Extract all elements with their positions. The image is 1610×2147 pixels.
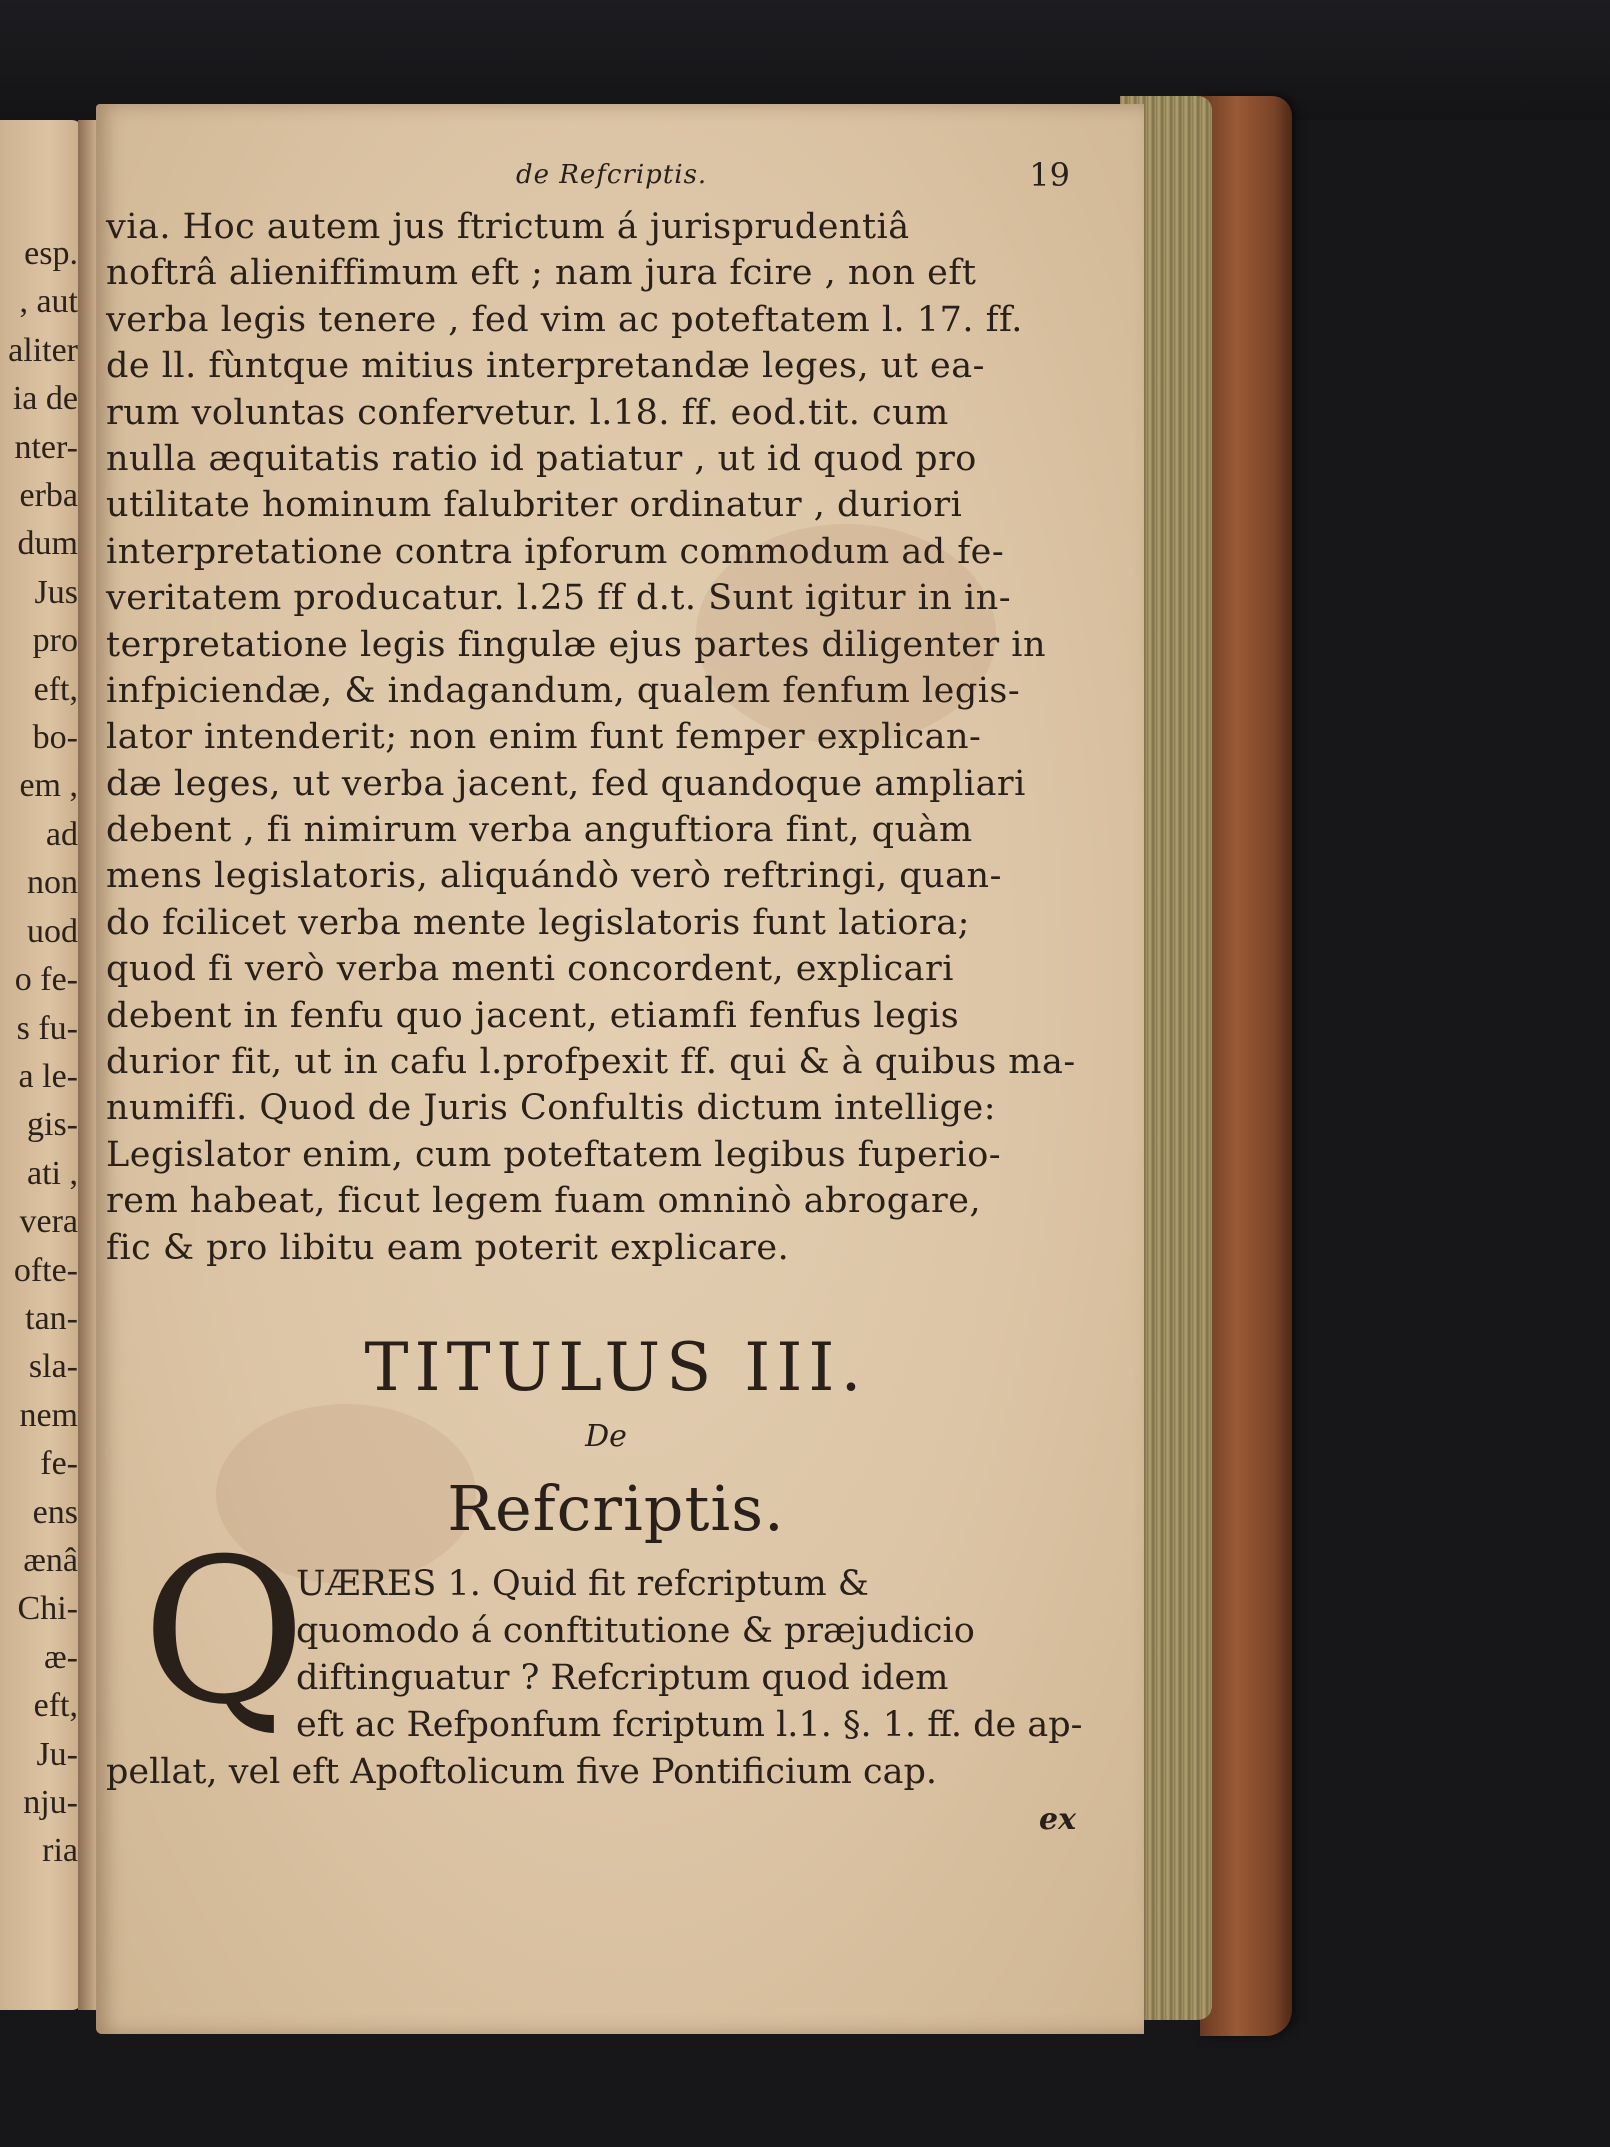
left-page-line: , aut [19, 283, 78, 321]
section-subtitle-de: De [585, 1418, 627, 1454]
left-page-line: nju- [23, 1784, 78, 1821]
left-page-line: ati , [27, 1154, 78, 1192]
drop-cap-initial: Q [142, 1515, 306, 1749]
left-page-text [8, 230, 78, 1876]
text-line: utilitate hominum falubriter ordinatur , duriori [106, 485, 963, 526]
text-line: terpretatione legis fingulæ ejus partes diligenter in [106, 624, 1047, 665]
left-page-line: ens [32, 1493, 78, 1531]
running-head [106, 156, 1070, 204]
page-number: 19 [1029, 156, 1070, 194]
text-line: diftinguatur ? Refcriptum quod idem [296, 1657, 949, 1698]
left-page-line: nem [19, 1396, 78, 1434]
text-line: Legislator enim, cum poteftatem legibus fuperio- [106, 1134, 1002, 1175]
text-line: UÆRES 1. Quid fit refcriptum & [296, 1563, 869, 1604]
text-line: rum voluntas confervetur. l.18. ff. eod.tit. cum [106, 392, 949, 433]
left-page-line: o fe- [14, 961, 78, 999]
text-line: noftrâ alieniffimum eft ; nam jura fcire , non eft [106, 253, 977, 294]
left-page-line: esp. [24, 235, 78, 272]
left-page-line: s fu- [16, 1009, 78, 1047]
section-subtitle: Refcriptis. [447, 1471, 785, 1545]
text-line: numiffi. Quod de Juris Confultis dictum intellige: [106, 1088, 997, 1129]
text-line: pellat, vel eft Apoftolicum five Pontificium cap. [106, 1751, 937, 1792]
body-text [106, 204, 1076, 1271]
page-text-block [106, 156, 1083, 1837]
left-page-line: ad [45, 815, 78, 853]
text-line: quod fi verò verba menti concordent, explicari [106, 949, 954, 990]
text-line: via. Hoc autem jus ftrictum á jurisprudentiâ [106, 207, 910, 247]
left-page-line: eft, [33, 1687, 78, 1725]
left-page-line: Ju- [36, 1735, 78, 1773]
left-page-line: a le- [18, 1057, 78, 1095]
question-paragraph [106, 1515, 1083, 1837]
text-line: veritatem producatur. l.25 ff d.t. Sunt igitur in in- [106, 578, 1012, 619]
left-page-line: æ- [44, 1638, 78, 1676]
text-line: mens legislatoris, aliquándò verò reftringi, quan- [106, 856, 1002, 897]
text-line: infpiciendæ, & indagandum, qualem fenfum legis- [106, 670, 1021, 711]
text-line: de ll. fùntque mitius interpretandæ leges, ut ea- [106, 346, 985, 387]
left-page-line: em , [19, 767, 78, 805]
left-page-line: bo- [32, 719, 78, 757]
left-page-line: ia de [12, 380, 78, 418]
left-page-line: erba [19, 477, 78, 515]
left-page-line: fe- [40, 1445, 78, 1483]
left-page-line: dum [17, 525, 78, 563]
left-page-line: eft, [33, 670, 78, 708]
left-page-line: Jus [34, 573, 78, 611]
left-page-line: nter- [14, 428, 78, 466]
text-line: nulla æquitatis ratio id patiatur , ut id quod pro [106, 438, 977, 479]
section-title: TITULUS III. [364, 1328, 868, 1406]
left-page [0, 120, 82, 2010]
left-page-line: ria [42, 1832, 78, 1870]
left-page-line: ofte- [13, 1251, 78, 1289]
book-cover-edge [1200, 96, 1292, 2036]
text-line: verba legis tenere , fed vim ac poteftatem l. 17. ff. [106, 299, 1023, 340]
text-line: do fcilicet verba mente legislatoris funt latiora; [106, 902, 970, 943]
question-full-lines [106, 1749, 1066, 1796]
text-line: quomodo á conftitutione & præjudicio [296, 1610, 975, 1651]
left-page-line: pro [32, 622, 78, 660]
left-page-line: aliter [8, 331, 78, 369]
text-line: lator intenderit; non enim funt femper explican- [106, 717, 982, 758]
text-line: rem habeat, ficut legem fuam omninò abrogare, [106, 1181, 982, 1222]
text-line: durior fit, ut in cafu l.profpexit ff. qui & à quibus ma- [106, 1042, 1076, 1083]
running-title: de Refcriptis. [516, 160, 708, 190]
left-page-line: sla- [28, 1348, 78, 1386]
left-page-line: tan- [25, 1299, 78, 1337]
text-line: debent in fenfu quo jacent, etiamfi fenfus legis [106, 995, 960, 1036]
left-page-line: uod [27, 912, 78, 950]
background-top [0, 0, 1610, 120]
left-page-line: vera [19, 1203, 78, 1241]
left-page-line: gis- [27, 1106, 78, 1144]
text-line: debent , fi nimirum verba anguftiora fint, quàm [106, 810, 973, 851]
text-line: fic & pro libitu eam poterit explicare. [106, 1227, 790, 1268]
text-line: interpretatione contra ipforum commodum ad fe- [106, 531, 1005, 572]
left-page-line: Chi- [17, 1590, 78, 1628]
text-line: dæ leges, ut verba jacent, fed quandoque ampliari [106, 763, 1026, 804]
text-line: eft ac Refponfum fcriptum l.1. §. 1. ff. de ap- [296, 1704, 1083, 1745]
catchword: ex [1039, 1801, 1076, 1837]
left-page-line: ænâ [23, 1541, 78, 1579]
left-page-line: non [27, 864, 78, 902]
